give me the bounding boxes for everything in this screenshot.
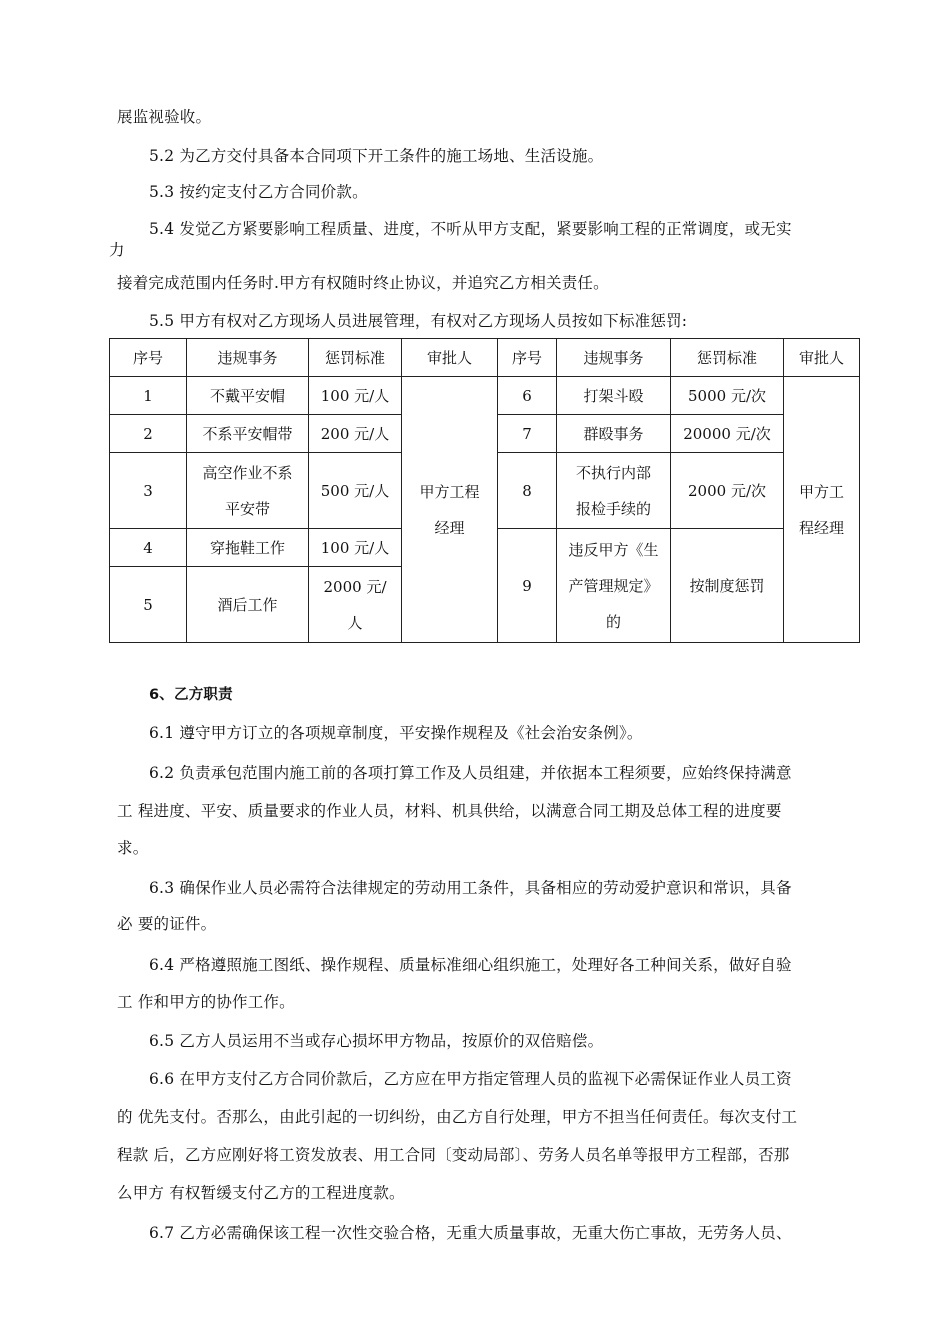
violation-item-line3: 的 (605, 612, 621, 631)
violation-item-line1: 违反甲方《生 (568, 540, 659, 559)
header-cell: 审批人 (784, 339, 860, 377)
violation-item: 群殴事务 (557, 415, 671, 453)
clause-6-7: 6.7 乙方必需确保该工程一次性交验合格，无重大质量事故，无重大伤亡事故，无劳务人员、 (149, 1224, 792, 1242)
row-number: 7 (498, 415, 557, 453)
approver-left-line2: 经理 (434, 518, 465, 537)
clause-5-2: 5.2 为乙方交付具备本合同项下开工条件的施工场地、生活设施。 (149, 147, 604, 165)
row-number: 8 (498, 453, 557, 529)
approver-left-line1: 甲方工程 (419, 482, 480, 501)
clause-6-2-line1: 6.2 负责承包范围内施工前的各项打算工作及人员组建，并依据本工程须要，应始终保持满意 (149, 764, 792, 782)
penalty-standard: 20000 元/次 (671, 415, 784, 453)
clause-5-4-line3: 接着完成范围内任务时.甲方有权随时终止协议，并追究乙方相关责任。 (117, 274, 609, 292)
violation-item-line1: 高空作业不系 (202, 463, 293, 482)
clause-6-1: 6.1 遵守甲方订立的各项规章制度，平安操作规程及《社会治安条例》。 (149, 724, 643, 742)
violation-item: 打架斗殴 (557, 377, 671, 415)
penalty-standard: 500 元/人 (309, 453, 402, 529)
row-number: 4 (110, 529, 187, 567)
table-row (110, 377, 860, 415)
penalty-standard-line1: 2000 元/ (323, 577, 387, 596)
table-header-row (110, 339, 860, 377)
clause-6-3-line2: 必 要的证件。 (117, 915, 217, 933)
violation-item-line2: 平安带 (224, 499, 270, 518)
clause-6-2-line3: 求。 (117, 839, 149, 857)
clause-6-4-line2: 工 作和甲方的协作工作。 (117, 993, 295, 1011)
penalty-standard: 100 元/人 (309, 529, 402, 567)
header-cell: 惩罚标准 (671, 339, 784, 377)
section-6-title: 6、乙方职责 (149, 687, 233, 703)
row-number: 6 (498, 377, 557, 415)
header-cell: 审批人 (402, 339, 498, 377)
violation-item-line2: 产管理规定》 (568, 576, 659, 595)
violation-item-line1: 不执行内部 (575, 463, 651, 482)
row-number: 3 (110, 453, 187, 529)
violation-item: 穿拖鞋工作 (187, 529, 309, 567)
row-number: 1 (110, 377, 187, 415)
penalty-table (109, 338, 860, 643)
row-number: 9 (498, 529, 557, 643)
row-number: 2 (110, 415, 187, 453)
penalty-standard (309, 567, 402, 643)
clause-5-4-line1: 5.4 发觉乙方紧要影响工程质量、进度，不听从甲方支配，紧要影响工程的正常调度，或无实 (149, 220, 792, 238)
header-cell: 惩罚标准 (309, 339, 402, 377)
clause-5-5: 5.5 甲方有权对乙方现场人员进展管理，有权对乙方现场人员按如下标准惩罚: (149, 312, 688, 330)
approver-right-line1: 甲方工 (798, 482, 844, 501)
header-cell: 序号 (498, 339, 557, 377)
violation-item-line2: 报检手续的 (575, 499, 651, 518)
clause-5-3: 5.3 按约定支付乙方合同价款。 (149, 183, 368, 201)
violation-item: 酒后工作 (187, 567, 309, 643)
clause-6-6-line3: 程款 后，乙方应刚好将工资发放表、用工合同〔变动局部〕、劳务人员名单等报甲方工程部，否那 (117, 1146, 790, 1164)
approver-right-line2: 程经理 (798, 518, 844, 537)
violation-item (557, 453, 671, 529)
clause-5-4-line2: 力 (109, 241, 125, 259)
clause-6-3-line1: 6.3 确保作业人员必需符合法律规定的劳动用工条件，具备相应的劳动爱护意识和常识，具备 (149, 879, 792, 897)
violation-item: 不系平安帽带 (187, 415, 309, 453)
clause-6-6-line4: 么甲方 有权暂缓支付乙方的工程进度款。 (117, 1184, 405, 1202)
row-number: 5 (110, 567, 187, 643)
penalty-standard-line2: 人 (347, 613, 363, 632)
clause-6-6-line1: 6.6 在甲方支付乙方合同价款后，乙方应在甲方指定管理人员的监视下必需保证作业人员工资 (149, 1070, 792, 1088)
header-cell: 违规事务 (557, 339, 671, 377)
clause-6-5: 6.5 乙方人员运用不当或存心损坏甲方物品，按原价的双倍赔偿。 (149, 1032, 604, 1050)
violation-item (187, 453, 309, 529)
violation-item: 不戴平安帽 (187, 377, 309, 415)
clause-6-2-line2: 工 程进度、平安、质量要求的作业人员，材料、机具供给，以满意合同工期及总体工程的进度要 (117, 802, 782, 820)
penalty-standard: 2000 元/次 (671, 453, 784, 529)
violation-item (557, 529, 671, 643)
clause-6-6-line2: 的 优先支付。否那么，由此引起的一切纠纷，由乙方自行处理，甲方不担当任何责任。每次支付工 (117, 1108, 798, 1126)
penalty-standard: 100 元/人 (309, 377, 402, 415)
intro-line: 展监视验收。 (117, 108, 212, 126)
header-cell: 序号 (110, 339, 187, 377)
header-cell: 违规事务 (187, 339, 309, 377)
penalty-standard: 按制度惩罚 (671, 529, 784, 643)
penalty-standard: 5000 元/次 (671, 377, 784, 415)
penalty-standard: 200 元/人 (309, 415, 402, 453)
clause-6-4-line1: 6.4 严格遵照施工图纸、操作规程、质量标准细心组织施工，处理好各工种间关系，做好自验 (149, 956, 792, 974)
approver-left (402, 377, 498, 643)
approver-right (784, 377, 860, 643)
